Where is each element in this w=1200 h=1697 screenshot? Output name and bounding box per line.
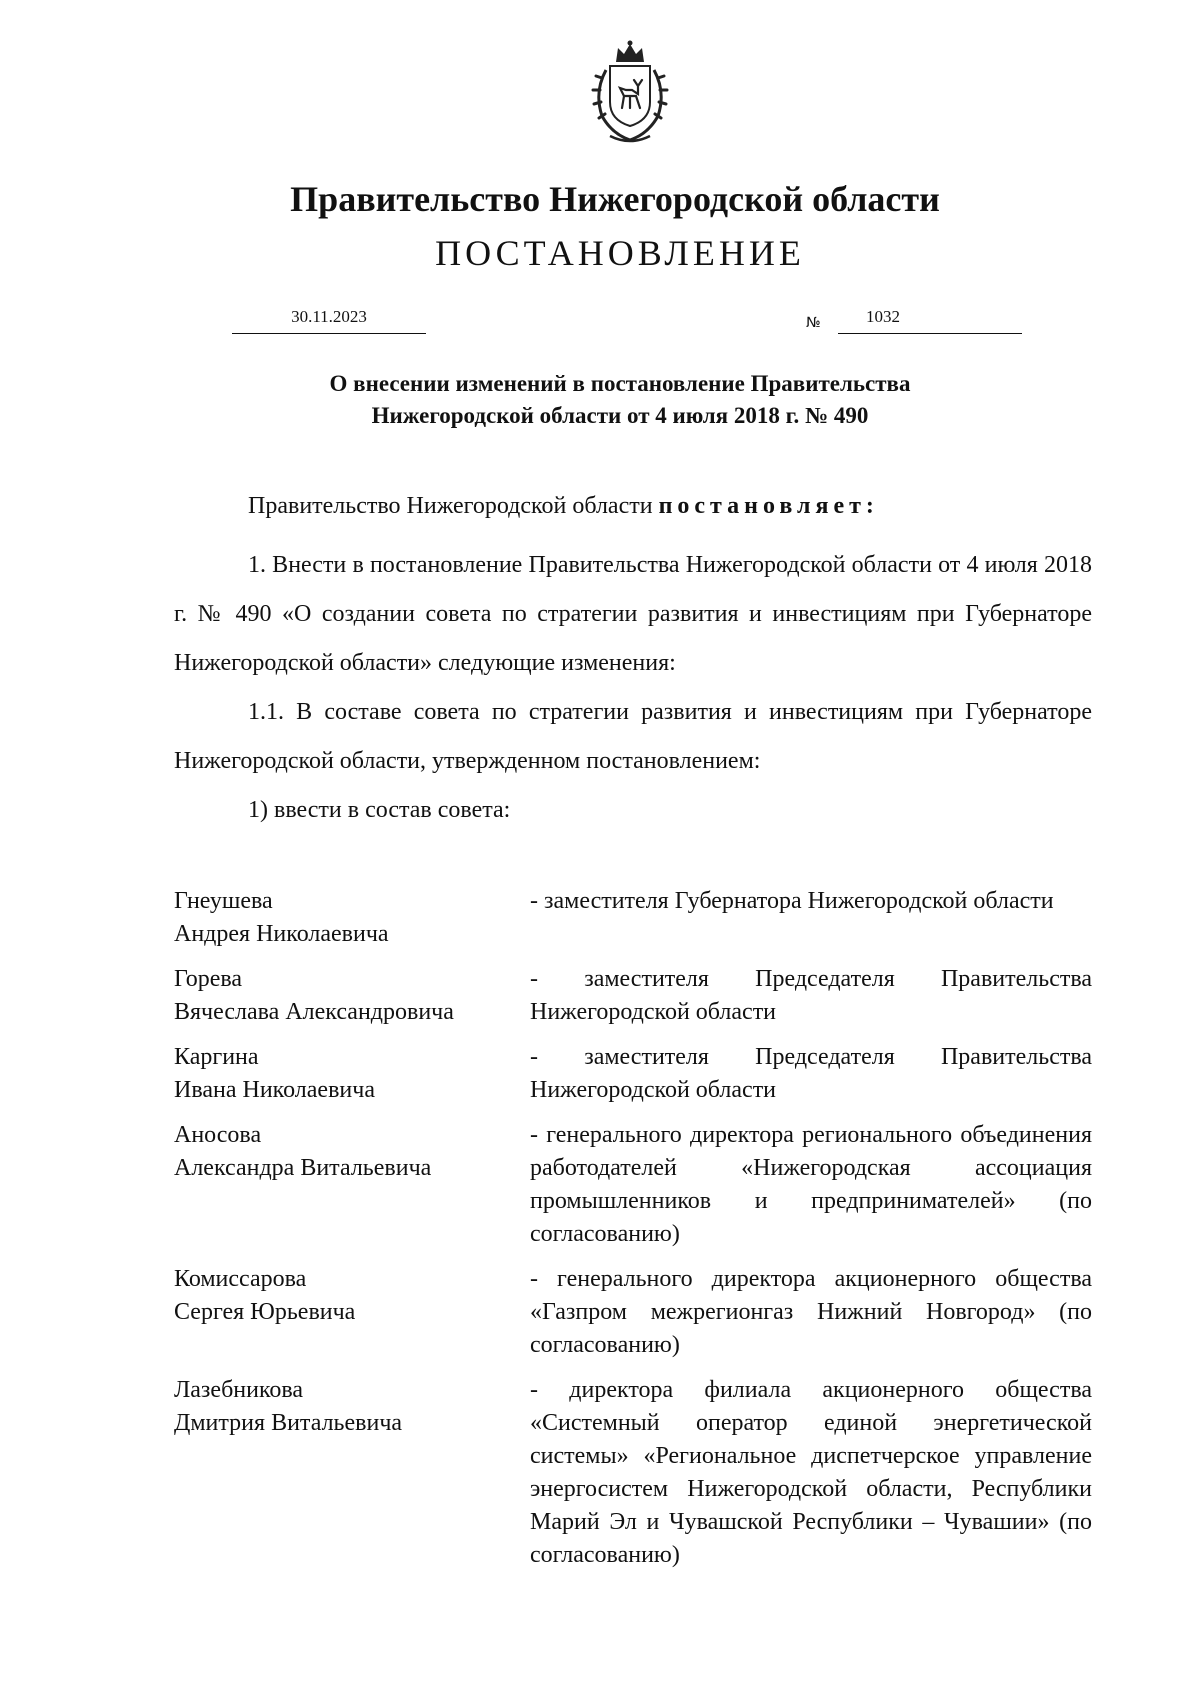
member-role: - заместителя Губернатора Нижегородской области xyxy=(530,888,1054,914)
paragraph-1-1-1: 1) ввести в состав совета: xyxy=(248,797,511,823)
member-name xyxy=(174,963,530,1029)
coat-of-arms-icon xyxy=(580,40,680,145)
member-given-names: Ивана Николаевича xyxy=(174,1077,375,1103)
member-given-names: Андрея Николаевича xyxy=(174,921,389,947)
document-date: 30.11.2023 xyxy=(232,307,426,334)
member-role: - генерального директора акционерного общества «Газпром межрегионгаз Нижний Новгород» (по согласованию) xyxy=(530,1266,1092,1358)
member-row xyxy=(174,885,1092,951)
intro-prefix: Правительство Нижегородской области xyxy=(248,493,653,519)
member-role: - генерального директора регионального объединения работодателей «Нижегородская ассоциация промышленников и предпринимателей» (по согласованию) xyxy=(530,1122,1092,1247)
member-surname: Комиссарова xyxy=(174,1266,307,1292)
organization-name: Правительство Нижегородской области xyxy=(290,179,940,219)
member-surname: Лазебникова xyxy=(174,1377,304,1403)
member-row xyxy=(174,1041,1092,1107)
document-number-field xyxy=(838,307,1022,334)
member-name xyxy=(174,1263,530,1362)
member-given-names: Вячеслава Александровича xyxy=(174,999,454,1025)
member-given-names: Дмитрия Витальевича xyxy=(174,1410,403,1436)
member-name xyxy=(174,1374,530,1572)
member-surname: Каргина xyxy=(174,1044,259,1070)
title-line-1: О внесении изменений в постановление Правительства xyxy=(329,371,911,396)
member-surname: Гнеушева xyxy=(174,888,273,914)
decree-body xyxy=(174,541,1092,835)
member-row xyxy=(174,1374,1092,1572)
paragraph-1: 1. Внести в постановление Правительства Нижегородской области от 4 июля 2018 г. № 490 «О создании совета по стратегии развития и инвестициям при Губернаторе Нижегородской области» следующие изменения: xyxy=(174,552,1092,676)
number-sign: № xyxy=(806,315,821,331)
member-name xyxy=(174,1041,530,1107)
member-role: - директора филиала акционерного общества «Системный оператор единой энергетической системы» «Региональное диспетчерское управление энергосистем Нижегородской области, Республики Марий Эл и Чувашской Республики – Чувашии» (по согласованию) xyxy=(530,1377,1092,1568)
member-row xyxy=(174,1263,1092,1362)
document-type: ПОСТАНОВЛЕНИЕ xyxy=(435,233,805,273)
member-surname: Горева xyxy=(174,966,243,992)
member-name xyxy=(174,885,530,951)
intro-decree-word: постановляет: xyxy=(658,493,879,519)
paragraph-1-1: 1.1. В составе совета по стратегии развития и инвестициям при Губернаторе Нижегородской области, утвержденном постановлением: xyxy=(174,699,1092,774)
member-role: - заместителя Председателя Правительства Нижегородской области xyxy=(530,1044,1092,1103)
member-name xyxy=(174,1119,530,1251)
member-row xyxy=(174,963,1092,1029)
document-title xyxy=(0,368,1200,432)
member-row xyxy=(174,1119,1092,1251)
decree-intro xyxy=(248,493,879,520)
member-given-names: Александра Витальевича xyxy=(174,1155,432,1181)
document-number: 1032 xyxy=(866,307,900,326)
member-role: - заместителя Председателя Правительства Нижегородской области xyxy=(530,966,1092,1025)
member-given-names: Сергея Юрьевича xyxy=(174,1299,356,1325)
title-line-2: Нижегородской области от 4 июля 2018 г. № 490 xyxy=(371,403,869,428)
member-surname: Аносова xyxy=(174,1122,262,1148)
members-list xyxy=(174,885,1092,1584)
